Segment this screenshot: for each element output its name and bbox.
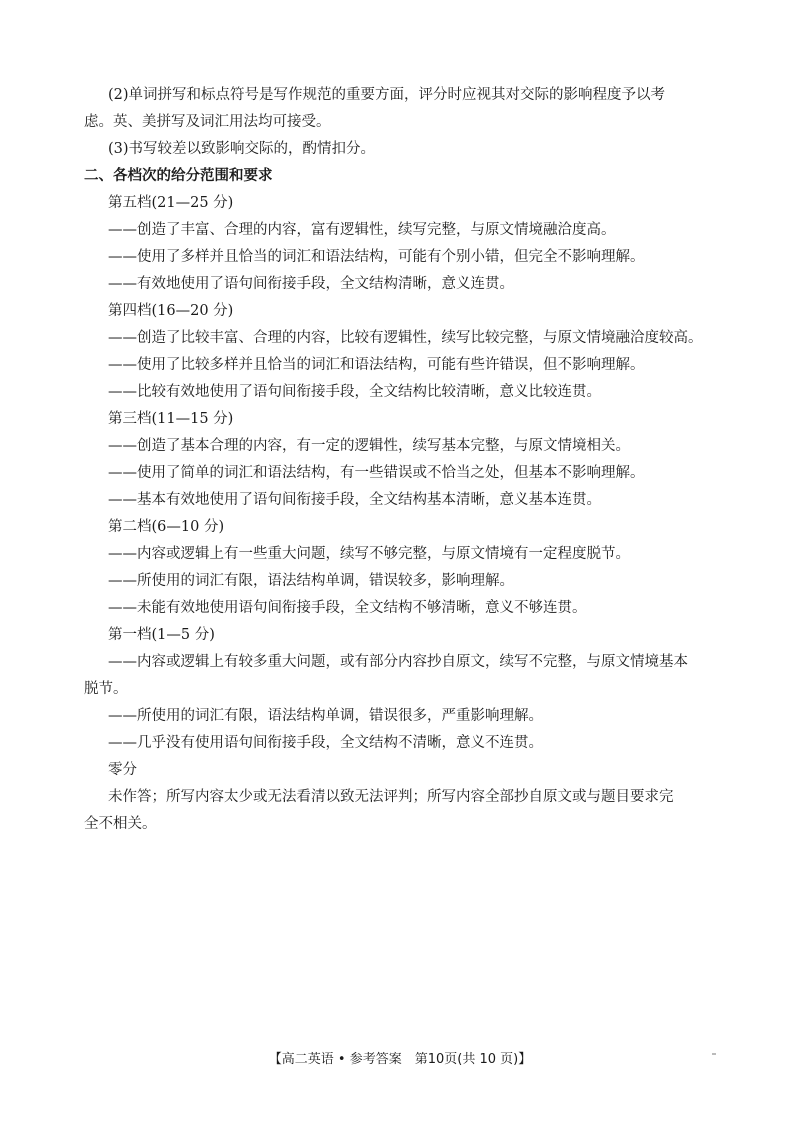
tier-criterion: ——几乎没有使用语句间衔接手段，全文结构不清晰，意义不连贯。: [108, 735, 543, 751]
tier-criterion: ——创造了比较丰富、合理的内容，比较有逻辑性，续写比较完整，与原文情境融洽度较高。: [108, 330, 703, 346]
note-3: (3)书写较差以致影响交际的，酌情扣分。: [108, 141, 376, 157]
zero-score-title: 零分: [108, 762, 137, 778]
scan-mark: [712, 1053, 716, 1055]
tier-title: 第三档(11—15 分): [108, 411, 234, 427]
tier-criterion-line-2: 脱节。: [84, 681, 128, 697]
tier-criterion: ——使用了多样并且恰当的词汇和语法结构，可能有个别小错，但完全不影响理解。: [108, 249, 645, 265]
tier-criterion-line-1: ——内容或逻辑上有较多重大问题，或有部分内容抄自原文，续写不完整，与原文情境基本: [108, 654, 688, 670]
tier-criterion: ——基本有效地使用了语句间衔接手段，全文结构基本清晰，意义基本连贯。: [108, 492, 601, 508]
tier-criterion: ——未能有效地使用语句间衔接手段，全文结构不够清晰，意义不够连贯。: [108, 600, 587, 616]
zero-score-line-2: 全不相关。: [84, 816, 157, 832]
tier-title: 第五档(21—25 分): [108, 195, 234, 211]
page-content: [84, 82, 732, 838]
tier-criterion: ——创造了基本合理的内容，有一定的逻辑性，续写基本完整，与原文情境相关。: [108, 438, 630, 454]
tier-criterion: ——有效地使用了语句间衔接手段，全文结构清晰，意义连贯。: [108, 276, 514, 292]
page-footer: 【高二英语 • 参考答案 第10页(共 10 页)】: [268, 1052, 532, 1067]
section-heading: 二、各档次的给分范围和要求: [84, 168, 273, 184]
tier-criterion: ——使用了简单的词汇和语法结构，有一些错误或不恰当之处，但基本不影响理解。: [108, 465, 645, 481]
tier-criterion: ——创造了丰富、合理的内容，富有逻辑性，续写完整，与原文情境融洽度高。: [108, 222, 616, 238]
tier-title: 第二档(6—10 分): [108, 519, 225, 535]
note-2-line-2: 虑。英、美拼写及词汇用法均可接受。: [84, 114, 331, 130]
tier-criterion: ——所使用的词汇有限，语法结构单调，错误较多，影响理解。: [108, 573, 514, 589]
zero-score-line-1: 未作答；所写内容太少或无法看清以致无法评判；所写内容全部抄自原文或与题目要求完: [108, 789, 674, 805]
tier-criterion: ——使用了比较多样并且恰当的词汇和语法结构，可能有些许错误，但不影响理解。: [108, 357, 645, 373]
tier-criterion: ——所使用的词汇有限，语法结构单调，错误很多，严重影响理解。: [108, 708, 543, 724]
tier-criterion: ——内容或逻辑上有一些重大问题，续写不够完整，与原文情境有一定程度脱节。: [108, 546, 630, 562]
tier-title: 第一档(1—5 分): [108, 627, 215, 643]
note-2-line-1: (2)单词拼写和标点符号是写作规范的重要方面，评分时应视其对交际的影响程度予以考: [108, 87, 666, 103]
tier-title: 第四档(16—20 分): [108, 303, 234, 319]
tier-criterion: ——比较有效地使用了语句间衔接手段，全文结构比较清晰，意义比较连贯。: [108, 384, 601, 400]
